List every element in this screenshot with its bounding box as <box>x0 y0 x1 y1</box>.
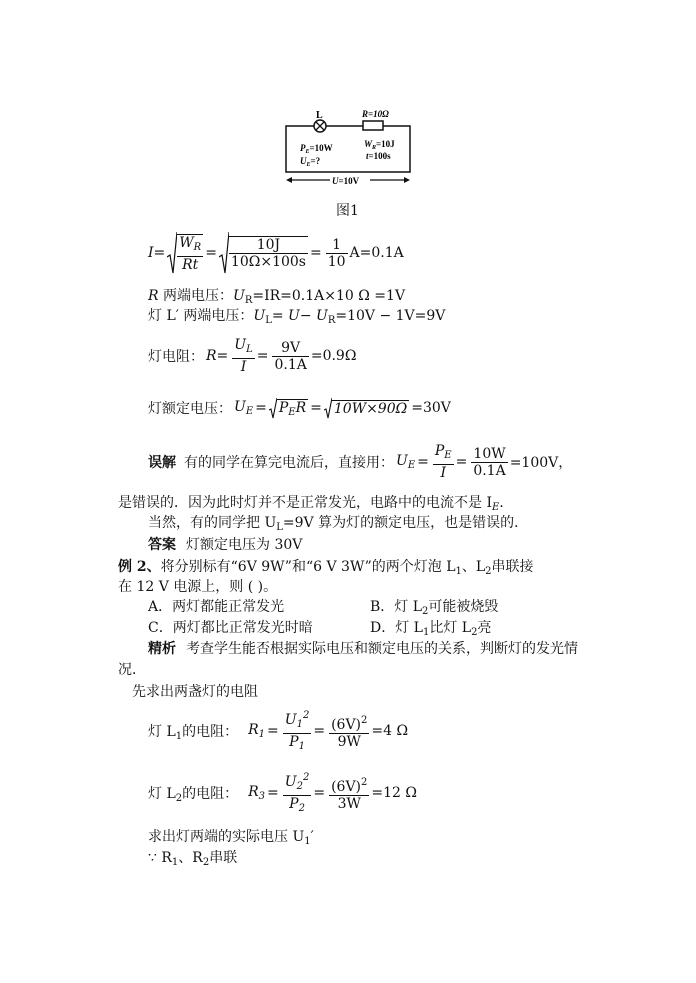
arrowhead-left <box>286 177 292 183</box>
ue-label: $U_E=$? <box>300 156 321 168</box>
sqrt-sign-4 <box>324 397 332 419</box>
example2-line-2: 在 12 V 电源上，则 ( )。 <box>118 579 278 595</box>
circuit-diagram <box>280 104 420 186</box>
arrowhead-right <box>404 177 410 183</box>
analysis-line-3: 先求出两盏灯的电阻 <box>132 684 258 700</box>
answer-line: 答案 灯额定电压为 30V <box>148 537 303 553</box>
equation-r1: 灯 $L_1$的电阻： $R_1$ = $\frac{U_1^2}{P_1}$ = $\frac{(6V)^2}{9W}$ =4 Ω <box>148 709 409 752</box>
equation-current: I= $\frac{W_R}{Rt}$ = $\frac{10J}{10\Omega\times 100s}$ = $\frac{1}{10}$ A=0.1A <box>148 230 406 276</box>
option-a: A．两灯都能正常发光 <box>148 599 285 615</box>
equation-r2: 灯 $L_2$的电阻： $R_3$ = $\frac{U_2^2}{P_2}$ = $\frac{(6V)^2}{3W}$ =12 Ω <box>148 771 418 814</box>
mistake-line-3: 当然，有的同学把 $U_L=9V$ 算为灯的额定电压，也是错误的． <box>148 515 529 533</box>
option-c: C．两灯都比正常发光时暗 <box>148 620 313 636</box>
mistake-line-2: 是错误的．因为此时灯并不是正常发光，电路中的电流不是 $I_E$. <box>118 495 504 513</box>
equation-resistance: 灯电阻： R= $\frac{U_L}{I}$ = $\frac{9V}{0.1A}$ =0.9Ω <box>148 337 357 375</box>
sqrt-sign-1 <box>167 231 177 275</box>
analysis-line-2: 况． <box>118 662 146 678</box>
u-label: U=10V <box>332 176 360 186</box>
pe-label: $P_E=10W$ <box>300 143 333 155</box>
analysis-line-1: 精析 考查学生能否根据实际电压和额定电压的关系，判断灯的发光情 <box>148 641 578 657</box>
final-line-1: 求出灯两端的实际电压 $U_1'$ <box>148 829 314 847</box>
t-label: t=100s <box>366 151 391 161</box>
option-d: D．灯 $L_1$比灯 $L_2$亮 <box>370 620 492 638</box>
sqrt-sign-3 <box>269 397 277 419</box>
figure-caption: 图1 <box>336 203 359 219</box>
option-b: B．灯 $L_2$可能被烧毁 <box>370 599 499 617</box>
resistor-label: R=10Ω <box>362 109 389 119</box>
line-l-voltage: 灯 L′ 两端电压：$U_L= U- U_R=10V - 1V=9V$ <box>148 308 446 326</box>
equation-rated-voltage: 灯额定电压： $U_E$ = $P_ER$ = 10W×90Ω =30V <box>148 399 451 418</box>
line-r-voltage: R 两端电压：$U_R=IR=0.1A\times 10$ Ω =1V <box>148 288 406 306</box>
sqrt-sign-2 <box>219 231 229 275</box>
mistake-line: 误解 有的同学在算完电流后，直接用： $U_E$ = $\frac{P_E}{I}$ = $\frac{10W}{0.1A}$ =100V， <box>148 443 573 481</box>
wr-label: $W_R=10J$ <box>364 139 395 151</box>
final-line-2: ∵ $R_1$、$R_2$串联 <box>148 850 238 868</box>
example2-line-1: 例 2、将分别标有“6V 9W”和“6 V 3W”的两个灯泡 $L_1$、$L_2$串联接 <box>118 559 534 577</box>
lamp-label: L <box>316 110 323 121</box>
resistor-symbol <box>363 121 383 130</box>
